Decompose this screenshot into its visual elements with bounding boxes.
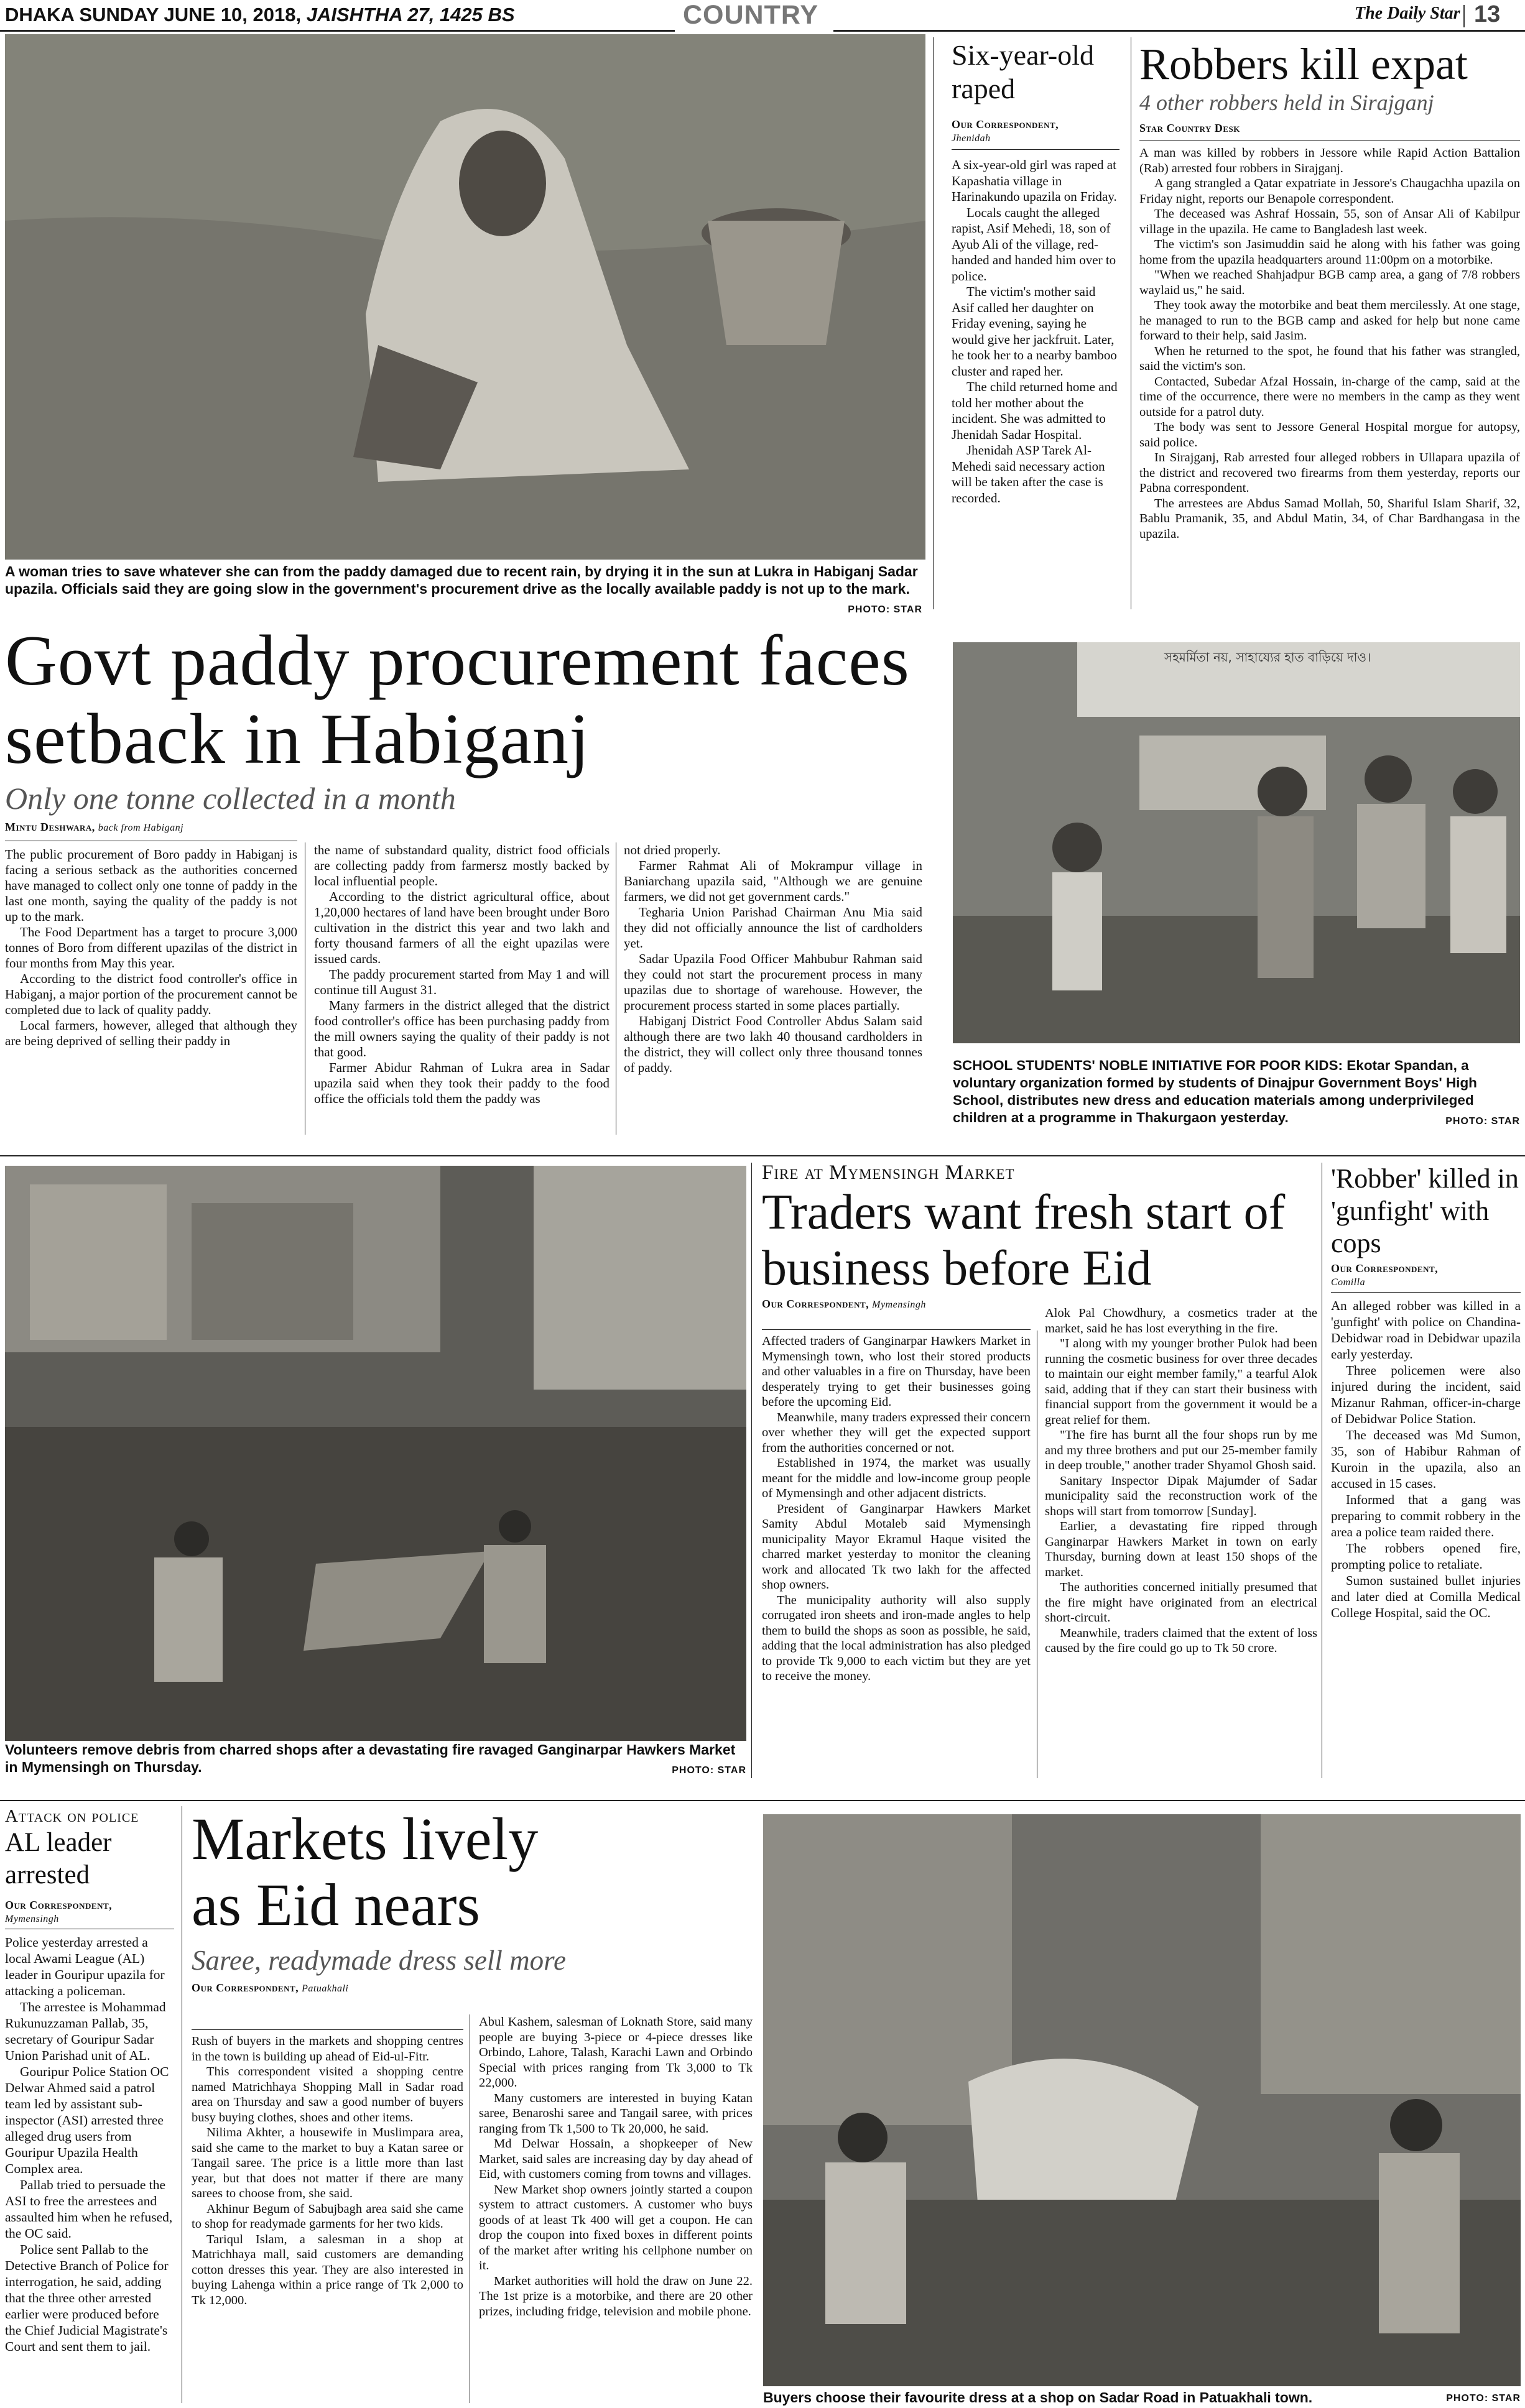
story-traders — [762, 1161, 1315, 1311]
story-rape-body: A six-year-old girl was raped at Kapashatia village in Harinakundo upazila on Friday. Locals caught the alleged rapist, Asif Mehedi, 18, son of Ayub Ali of the village, red-handed and handed him over to police. The victim's mother said Asif called her daughter on Friday evening, saying he would give her jackfruit. Later, he took her to a nearby bamboo cluster and raped her. The child returned home and told her mother about the incident. She was admitted to Jhenidah Sadar Hospital. Jhenidah ASP Tarek Al-Mehedi said necessary action will be taken after the case is recorded. — [952, 157, 1118, 505]
story-robbers-byline: Star Country Desk — [1139, 122, 1240, 134]
paddy-drying-image — [5, 34, 925, 560]
story-paddy — [5, 622, 925, 834]
photo-market-shoppers — [763, 1814, 1521, 2386]
story-paddy-col-2: the name of substandard quality, district food officials are collecting paddy from farmersz mostly backed by local influential people. According to the district agricultural office, about 1,20,000 hectares of land have been brought under Boro cultivation in the district this year and two lakh and forty thousand farmers of all the eight upazilas were issued cards. The paddy procurement started from May 1 and will continue till August 31. Many farmers in the district alleged that the district food controller's office has been purchasing paddy from the mill owners saying the quality of their paddy is not that good. Farmer Abidur Rahman of Lukra area in Sadar upazila said when they took their paddy to the food office the officials told them the paddy was — [314, 842, 610, 1106]
photo-school-initiative — [953, 642, 1520, 1043]
story-markets-byline: Our Correspondent, Patuakhali — [192, 1981, 349, 1994]
story-robbers-headline: Robbers kill expat — [1139, 39, 1468, 89]
story-paddy-headline: Govt paddy procurement faces setback in Habiganj — [5, 621, 910, 779]
story-al-headline: AL leader arrested — [5, 1828, 112, 1889]
story-paddy-byline: Mintu Deshwara, back from Habiganj — [5, 821, 184, 833]
fire-debris-image — [5, 1166, 746, 1741]
column-rule-mid-1 — [751, 1163, 752, 1778]
story-robbers-rule — [1139, 140, 1520, 141]
story-markets-col-2: Abul Kashem, salesman of Loknath Store, said many people are buying 3-piece or 4-piece dresses like Orbindo, Lahore, Talash, Karachi Lawn and Orbindo Special with prices ranging from Tk 3,000 to Tk 22,000. Many customers are interested in buying Katan saree, Benaroshi saree and Tangail saree, with prices ranging from Tk 1,500 to Tk 20,000, he said. Md Delwar Hossain, a shopkeeper of New Market, said sales are increasing day by day ahead of Eid, with customers coming from towns and villages. New Market shop owners jointly started a coupon system to attract customers. A customer who buys goods of at least Tk 400 will get a coupon. He can drop the coupon into fixed boxes in different points of the market after writing his cellphone number on it. Market authorities will hold the draw on June 22. The 1st prize is a motorbike, and there are 20 other prizes, including fridge, television and mobile phone. — [479, 2015, 753, 2318]
story-markets-subhead: Saree, readymade dress sell more — [192, 1945, 566, 1976]
story-gunfight-headline: 'Robber' killed in 'gunfight' with cops — [1331, 1163, 1519, 1258]
photo-paddy-caption: A woman tries to save whatever she can from the paddy damaged due to recent rain, by drying it in the sun at Lukra in Habiganj Sadar upazila. Officials said they are going slow in the government's procurement drive as the locally available paddy is not up to the mark. PHOTO: STAR — [5, 563, 922, 619]
story-markets-col-1: Rush of buyers in the markets and shopping centres in the town is building up ahead of Eid-ul-Fitr. This correspondent visited a shopping centre named Matrichhaya Shopping Mall in Sadar road area on Thursday and saw a good number of buyers busy buying clothes, shoes and other items. Nilima Akhter, a housewife in Muslimpara area, said she came to the market to buy a Katan saree or Tangail saree. The price is a little more than last year, but that does not matter if there are many sarees to choose from, she said. Akhinur Begum of Sabujbagh area said she came to shop for readymade garments for her two kids. Tariqul Islam, a salesman in a shop at Matrichhaya mall, said customers are demanding cotton dresses this year. They are also interested in buying Lahenga within a price range of Tk 2,000 to Tk 12,000. — [192, 2033, 463, 2308]
masthead-rule-left — [0, 30, 675, 32]
story-traders-kicker: Fire at Mymensingh Market — [762, 1161, 1015, 1184]
photo-market-caption: Buyers choose their favourite dress at a shop on Sadar Road in Patuakhali town. PHOTO: STAR — [763, 2389, 1521, 2407]
school-banner-text: সহমর্মিতা নয়, সাহায্যের হাত বাড়িয়ে দাও। — [1164, 650, 1371, 665]
story-rape-byline: Our Correspondent, Jhenidah — [952, 118, 1059, 144]
photo-fire-caption: Volunteers remove debris from charred shops after a devastating fire ravaged Ganginarpar Hawkers Market in Mymensingh on Thursday. PHOTO: STAR — [5, 1741, 746, 1779]
market-shoppers-image — [763, 1814, 1521, 2386]
photo-credit: PHOTO: STAR — [1446, 2393, 1521, 2404]
story-traders-col-2: Alok Pal Chowdhury, a cosmetics trader at the market, said he has lost everything in the fire. "I along with my younger brother Pulok had been running the cosmetic business for over three decades to maintain our eight member family," a tearful Alok said, adding that if they can start their business with financial support from the government it would be a great relief for them. "The fire has burnt all the four shops run by me and my three brothers and put our 25-member family in deep trouble," another trader Shyamol Ghosh said. Sanitary Inspector Dipak Majumder of Sadar municipality said the reconstruction work of the shops will start from tomorrow [Sunday]. Earlier, a devastating fire ripped through Ganginarpar Hawkers Market in town on early Thursday, burning down at least 150 shops of the market. The authorities concerned initially presumed that the fire might have originated from an electrical short-circuit. Meanwhile, traders claimed that the extent of loss caused by the fire could go up to Tk 50 crore. — [1045, 1306, 1317, 1655]
photo-credit: PHOTO: STAR — [1445, 1116, 1520, 1127]
story-paddy-subhead: Only one tonne collected in a month — [5, 781, 456, 816]
story-al-body: Police yesterday arrested a local Awami League (AL) leader in Gouripur upazila for attacking a policeman. The arrestee is Mohammad Rukunuzzaman Pallab, 35, secretary of Gouripur Sadar Union Parishad unit of AL. Gouripur Police Station OC Delwar Ahmed said a patrol team led by assistant sub-inspector (ASI) arrested three alleged drug users from Gouripur Upazila Health Complex area. Pallab tried to persuade the ASI to free the arrestees and assaulted him when he refused, the OC said. Police sent Pallab to the Detective Branch of Police for interrogation, he said, adding that the three other arrested earlier were produced before the Chief Judicial Magistrate's Court and sent them to jail. — [5, 1935, 173, 2354]
masthead-rule-right — [833, 30, 1525, 32]
story-al-kicker: Attack on police — [5, 1806, 139, 1826]
story-gunfight-body: An alleged robber was killed in a 'gunfight' with police on Chandina- Debidwar road in Debidwar upazila early yesterday. Three policemen were also injured during the incident, said Mizanur Rahman, officer-in-charge of Debidwar Police Station. The deceased was Md Sumon, 35, son of Habibur Rahman of Kuroin in the upazila, also an accused in 15 cases. Informed that a gang was preparing to commit robbery in the area a police team raided there. The robbers opened fire, prompting police to retaliate. Sumon sustained bullet injuries and later died at Comilla Medical College Hospital, said the OC. — [1331, 1298, 1521, 1620]
story-traders-col-1: Affected traders of Ganginarpar Hawkers Market in Mymensingh town, who lost their stored products and other valuables in a fire on Thursday, have been desperately trying to get their businesses going before the upcoming Eid. Meanwhile, many traders expressed their concern over whether they will get the expected support from the authorities concerned or not. Established in 1974, the market was usually meant for the middle and low-income group people of Mymensingh and other adjacent districts. President of Ganginarpar Hawkers Market Samity Abdul Motaleb said Mymensingh municipality Mayor Ekramul Haque visited the charred market yesterday to monitor the cleaning work and allocated Tk two lakh for the affected shop owners. The municipality authority will also supply corrugated iron sheets and iron-made angles to help them to build the shops as soon as possible, he said, adding that the local administration has also pledged to provide Tk 9,000 to each victim but they are yet to receive the money. — [762, 1332, 1031, 1684]
section-divider-1 — [0, 1155, 1525, 1156]
story-gunfight — [1331, 1163, 1521, 1621]
story-paddy-col-3: not dried properly. Farmer Rahmat Ali of Mokrampur village in Baniarchang upazila said, "Although we are genuine farmers, we did not get government cards." Tegharia Union Parishad Chairman Anu Mia said they did not officially announce the list of cardholders yet. Sadar Upazila Food Officer Mahbubur Rahman said they could not start the procurement process in many upazilas due to shortage of warehouse. However, the procurement process started in some places partially. Habiganj District Food Controller Abdus Salam said although there are two lakh 40 thousand cardholders in the district, they will collect only three thousand tonnes of paddy. — [624, 842, 922, 1075]
story-robbers-body: A man was killed by robbers in Jessore while Rapid Action Battalion (Rab) arrested four robbers in Sirajganj. A gang strangled a Qatar expatriate in Jessore's Chaugachha upazila on Friday night, reports our Benapole correspondent. The deceased was Ashraf Hossain, 55, son of Ansar Ali of Kabilpur village in the upazila. He came to Bangladesh last week. The victim's son Jasimuddin said he along with his father was going home from the upazila headquarters around 11:00pm on a motorbike. "When we reached Shahjadpur BGB camp area, a gang of 7/8 robbers waylaid us," he said. They took away the motorbike and beat them mercilessly. At one stage, he managed to run to the BGB camp and asked for help but none came forward to their help, said Jasim. When he returned to the spot, he found that his father was strangled, said the victim's son. Contacted, Subedar Afzal Hossain, in-charge of the camp, said at the time of the occurrence, there were no members in the camp as they went outside for a patrol duty. The body was sent to Jessore General Hospital morgue for autopsy, said police. In Sirajganj, Rab arrested four alleged robbers in Ullapara upazila of the district and recovered two firearms from them yesterday, reports our Pabna correspondent. The arrestees are Abdus Samad Mollah, 50, Shariful Islam Sharif, 32, Bablu Pramanik, 35, and Abdul Matin, 34, of Char Bardhangasa in the upazila. — [1139, 146, 1520, 541]
photo-credit: PHOTO: STAR — [848, 604, 922, 615]
masthead — [0, 0, 1525, 32]
story-rape-headline: Six-year-old raped — [952, 39, 1095, 104]
story-markets — [192, 1806, 754, 1995]
story-robbers-subhead: 4 other robbers held in Sirajganj — [1139, 90, 1434, 115]
story-traders-headline: Traders want fresh start of business before Eid — [762, 1185, 1286, 1296]
story-robbers — [1139, 39, 1520, 542]
column-rule-top-1 — [933, 37, 934, 609]
story-traders-rule — [762, 1329, 1031, 1330]
story-rape-rule — [952, 149, 1119, 150]
dateline: DHAKA SUNDAY JUNE 10, 2018, JAISHTHA 27, 1425 BS — [5, 4, 515, 25]
story-markets-headline: Markets lively as Eid nears — [192, 1806, 539, 1938]
photo-credit: PHOTO: STAR — [672, 1765, 746, 1776]
school-initiative-image — [953, 642, 1520, 1043]
story-markets-rule — [192, 2029, 463, 2030]
page-number: 13 — [1474, 1, 1501, 27]
story-gunfight-byline: Our Correspondent, Comilla — [1331, 1262, 1439, 1288]
story-gunfight-rule — [1331, 1292, 1521, 1293]
story-traders-byline: Our Correspondent, Mymensingh — [762, 1298, 926, 1310]
photo-fire-debris — [5, 1166, 746, 1741]
section-divider-2 — [0, 1800, 1525, 1801]
section-label: COUNTRY — [683, 0, 819, 30]
photo-school-caption: SCHOOL STUDENTS' NOBLE INITIATIVE FOR POOR KIDS: Ekotar Spandan, a voluntary organization formed by students of Dinajpur Government Boys' High School, distributes new dress and education materials among underprivileged children at a programme in Thakurgaon yesterday. PHOTO: STAR — [953, 1057, 1520, 1130]
story-al — [5, 1806, 174, 2355]
story-al-byline: Our Correspondent, Mymensingh — [5, 1899, 113, 1924]
paper-name: The Daily Star — [1355, 4, 1460, 23]
story-paddy-col-1: The public procurement of Boro paddy in Habiganj is facing a serious setback as the authorities concerned have managed to collect only one tonne of paddy in the last one month, saying the quality of the paddy is not up to the mark. The Food Department has a target to procure 3,000 tonnes of Boro from different upazilas of the district in four months from May this year. According to the district food controller's office in Habiganj, a major portion of the procurement cannot be completed due to lack of quality paddy. Local farmers, however, alleged that although they are being deprived of selling their paddy in — [5, 847, 297, 1048]
photo-paddy-drying — [5, 34, 925, 560]
page-number-divider — [1463, 5, 1465, 27]
story-rape — [952, 39, 1119, 506]
